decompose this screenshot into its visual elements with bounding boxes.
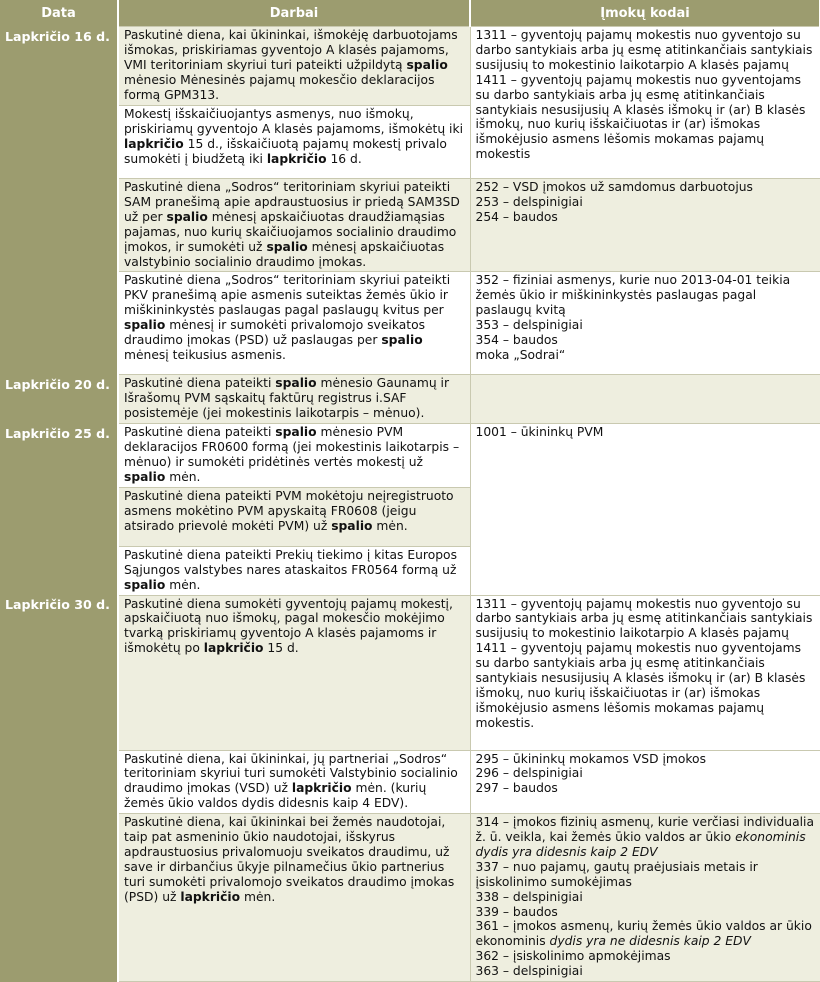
codes-cell: 252 – VSD įmokos už samdomus darbuotojus 253 – delspinigiai 254 – baudos bbox=[470, 179, 820, 272]
task-cell: Paskutinė diena pateikti spalio mėnesio Gaunamų ir Išrašomų PVM sąskaitų faktūrų registrus i.SAF posistemėje (jei mokestinis laikotarpis – mėnuo). bbox=[118, 375, 470, 424]
table-row bbox=[0, 272, 820, 375]
task-cell: Paskutinė diena pateikti Prekių tiekimo į kitas Europos Sąjungos valstybes nares ataskaitos FR0564 formą už spalio mėn. bbox=[118, 546, 470, 595]
table-row bbox=[0, 814, 820, 982]
table-row bbox=[0, 595, 820, 750]
table-row bbox=[0, 424, 820, 488]
date-cell: Lapkričio 25 d. bbox=[0, 424, 118, 595]
date-cell: Lapkričio 30 d. bbox=[0, 595, 118, 982]
table-header-row bbox=[0, 0, 820, 27]
codes-cell: 352 – fiziniai asmenys, kurie nuo 2013-04-01 teikia žemės ūkio ir miškininkystės paslaugas pagal paslaugų kvitą 353 – delspinigiai 354 – baudos moka „Sodrai“ bbox=[470, 272, 820, 375]
date-cell: Lapkričio 20 d. bbox=[0, 375, 118, 424]
header-date: Data bbox=[0, 0, 118, 27]
codes-cell: 1311 – gyventojų pajamų mokestis nuo gyventojo su darbo santykiais arba jų esmę atitinkančiais santykiais susijusių to mokestinio laikotarpio A klasės pajamų 1411 – gyventojų pajamų mokestis nuo gyventojams su darbo santykiais arba jų esmę atitinkančiais santykiais nesusijusių A klasės išmokų ir (ar) B klasės išmokų, nuo kurių išskaičiuotas ir (ar) išmokas išmokėjusio asmens lėšomis mokamas pajamų mokestis bbox=[470, 27, 820, 179]
date-cell: Lapkričio 16 d. bbox=[0, 27, 118, 375]
table-row bbox=[0, 179, 820, 272]
task-cell: Paskutinė diena „Sodros“ teritoriniam skyriui pateikti SAM pranešimą apie apdraustuosius ir priedą SAM3SD už per spalio mėnesį apskaičiuotas draudžiamąsias pajamas, nuo kurių skaičiuojamos socialinio draudimo įmokos, ir sumokėti už spalio mėnesį apskaičiuotas valstybinio socialinio draudimo įmokas. bbox=[118, 179, 470, 272]
task-cell: Paskutinė diena „Sodros“ teritoriniam skyriui pateikti PKV pranešimą apie asmenis suteiktas žemės ūkio ir miškininkystės paslaugas pagal paslaugų kvitus per spalio mėnesį ir sumokėti privalomojo sveikatos draudimo įmokas (PSD) už paslaugas per spalio mėnesį teikusius asmenis. bbox=[118, 272, 470, 375]
task-cell: Paskutinė diena, kai ūkininkai bei žemės naudotojai, taip pat asmeninio ūkio naudotojai, išskyrus apdraustuosius privalomuoju sveikatos draudimu, už save ir dirbančius ūkyje pilnamečius ūkio partnerius turi sumokėti privalomojo sveikatos draudimo įmokas (PSD) už lapkričio mėn. bbox=[118, 814, 470, 982]
header-works: Darbai bbox=[118, 0, 470, 27]
codes-cell: 295 – ūkininkų mokamos VSD įmokos 296 – delspinigiai 297 – baudos bbox=[470, 750, 820, 814]
task-cell: Paskutinė diena, kai ūkininkai, jų partneriai „Sodros“ teritoriniam skyriui turi sumokėti Valstybinio socialinio draudimo įmokas (VSD) už lapkričio mėn. (kurių žemės ūkio valdos dydis didesnis kaip 4 EDV). bbox=[118, 750, 470, 814]
task-cell: Paskutinė diena pateikti PVM mokėtoju neįregistruoto asmens mokėtino PVM apyskaitą FR0608 (jeigu atsirado prievolė mokėti PVM) už spalio mėn. bbox=[118, 487, 470, 546]
codes-cell: 1001 – ūkininkų PVM bbox=[470, 424, 820, 595]
task-cell: Paskutinė diena sumokėti gyventojų pajamų mokestį, apskaičiuotą nuo išmokų, pagal mokesčio mokėjimo tvarką priskiriamų gyventojo A klasės pajamoms ir išmokėtų po lapkričio 15 d. bbox=[118, 595, 470, 750]
table-row bbox=[0, 375, 820, 424]
task-cell: Mokestį išskaičiuojantys asmenys, nuo išmokų, priskiriamų gyventojo A klasės pajamoms, išmokėtų iki lapkričio 15 d., išskaičiuotą pajamų mokestį privalo sumokėti į biudžetą iki lapkričio 16 d. bbox=[118, 106, 470, 179]
header-codes: Įmokų kodai bbox=[470, 0, 820, 27]
table-row bbox=[0, 27, 820, 106]
task-cell: Paskutinė diena pateikti spalio mėnesio PVM deklaracijos FR0600 formą (jei mokestinis laikotarpis – mėnuo) ir sumokėti pridėtinės vertės mokestį už spalio mėn. bbox=[118, 424, 470, 488]
codes-cell bbox=[470, 375, 820, 424]
table-row bbox=[0, 750, 820, 814]
task-cell: Paskutinė diena, kai ūkininkai, išmokėję darbuotojams išmokas, priskiriamas gyventojo A klasės pajamoms, VMI teritoriniam skyriui turi pateikti užpildytą spalio mėnesio Mėnesinės pajamų mokesčio deklaracijos formą GPM313. bbox=[118, 27, 470, 106]
codes-cell: 314 – įmokos fizinių asmenų, kurie verčiasi individualia ž. ū. veikla, kai žemės ūkio valdos ar ūkio ekonominis dydis yra didesnis kaip 2 EDV 337 – nuo pajamų, gautų praėjusiais metais ir įsiskolinimo sumokėjimas 338 – delspinigiai 339 – baudos 361 – įmokos asmenų, kurių žemės ūkio valdos ar ūkio ekonominis dydis yra ne didesnis kaip 2 EDV 362 – įsiskolinimo apmokėjimas 363 – delspinigiai bbox=[470, 814, 820, 982]
codes-cell: 1311 – gyventojų pajamų mokestis nuo gyventojo su darbo santykiais arba jų esmę atitinkančiais santykiais susijusių to mokestinio laikotarpio A klasės pajamų 1411 – gyventojų pajamų mokestis nuo gyventojams su darbo santykiais arba jų esmę atitinkančiais santykiais nesusijusių A klasės išmokų ir (ar) B klasės išmokų, nuo kurių išskaičiuotas ir (ar) išmokas išmokėjusio asmens lėšomis mokamas pajamų mokestis. bbox=[470, 595, 820, 750]
